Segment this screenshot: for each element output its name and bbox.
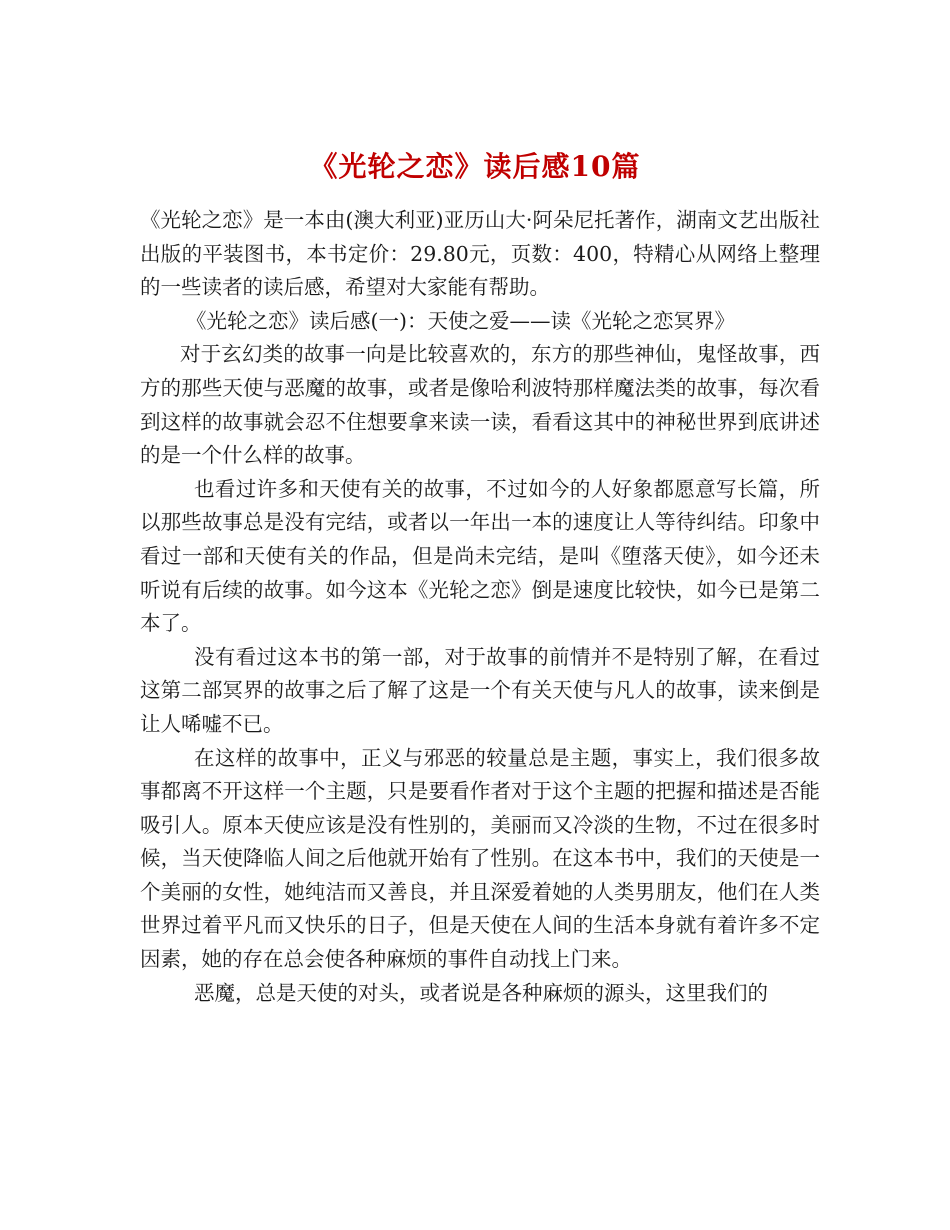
body-paragraph-2: 也看过许多和天使有关的故事，不过如今的人好象都愿意写长篇，所以那些故事总是没有完结，或者以一年出一本的速度让人等待纠结。印象中看过一部和天使有关的作品，但是尚未完结，是叫《堕落天使》，如今还未听说有后续的故事。如今这本《光轮之恋》倒是速度比较快，如今已是第二本了。	[140, 476, 820, 636]
body-paragraph-4: 在这样的故事中，正义与邪恶的较量总是主题，事实上，我们很多故事都离不开这样一个主题，只是要看作者对于这个主题的把握和描述是否能吸引人。原本天使应该是没有性别的，美丽而又冷淡的生物，不过在很多时候，当天使降临人间之后他就开始有了性别。在这本书中，我们的天使是一个美丽的女性，她纯洁而又善良，并且深爱着她的人类男朋友，他们在人类世界过着平凡而又快乐的日子，但是天使在人间的生活本身就有着许多不定因素，她的存在总会使各种麻烦的事件自动找上门来。	[140, 745, 820, 972]
body-paragraph-3: 没有看过这本书的第一部，对于故事的前情并不是特别了解，在看过这第二部冥界的故事之后了解了这是一个有关天使与凡人的故事，读来倒是让人唏嘘不已。	[140, 644, 820, 736]
body-paragraph-5: 恶魔，总是天使的对头，或者说是各种麻烦的源头，这里我们的	[194, 980, 768, 1005]
intro-paragraph: 《光轮之恋》是一本由(澳大利亚)亚历山大·阿朵尼托著作，湖南文艺出版社出版的平装图书，本书定价：29.80元，页数：400，特精心从网络上整理的一些读者的读后感，希望对大家能有帮助。	[140, 208, 820, 300]
body-paragraph-1: 对于玄幻类的故事一向是比较喜欢的，东方的那些神仙，鬼怪故事，西方的那些天使与恶魔的故事，或者是像哈利波特那样魔法类的故事，每次看到这样的故事就会忍不住想要拿来读一读，看看这其中的神秘世界到底讲述的是一个什么样的故事。	[140, 342, 820, 468]
document-title: 《光轮之恋》读后感10篇	[309, 149, 641, 183]
section-heading: 《光轮之恋》读后感(一)：天使之爱——读《光轮之恋冥界》	[186, 308, 735, 333]
document-body	[140, 204, 820, 1010]
